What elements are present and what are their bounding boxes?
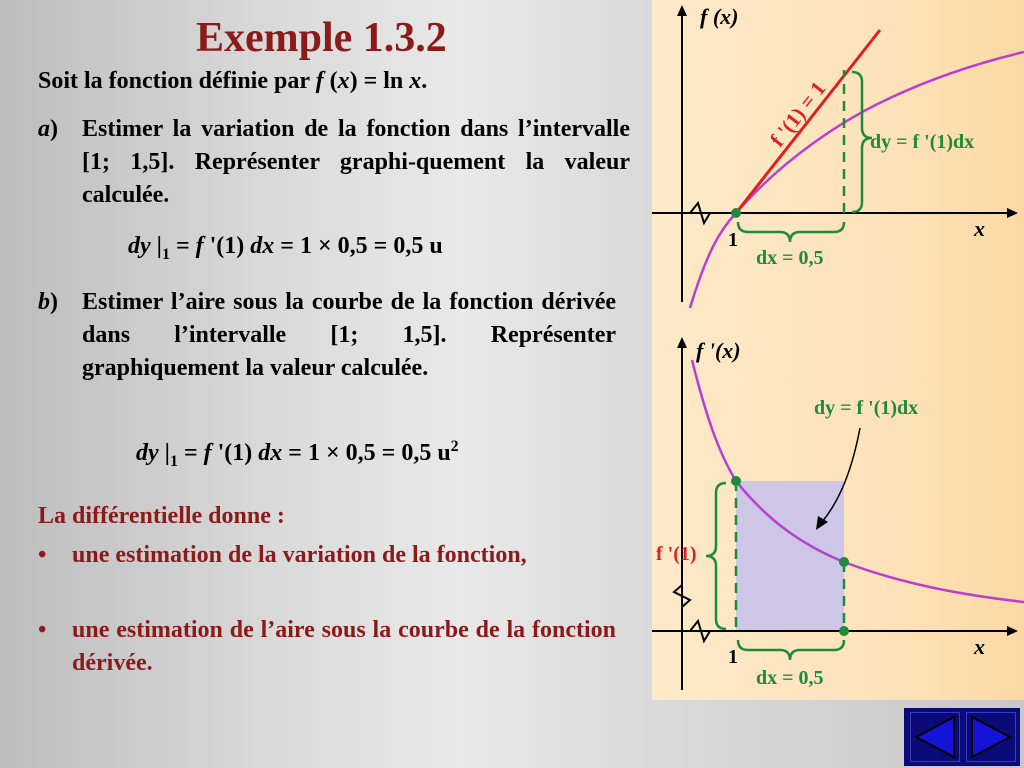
conclusion-bullet-1 <box>38 539 616 609</box>
triangle-left-icon <box>910 712 960 762</box>
top-dx-label: dx = 0,5 <box>756 247 824 269</box>
bottom-tick-1: 1 <box>728 646 738 668</box>
tangent-label: f '(1) = 1 <box>765 76 831 152</box>
top-tangent-line <box>736 30 880 213</box>
bottom-height-label: f '(1) <box>656 543 697 565</box>
bottom-x-arrow-icon <box>1007 626 1018 636</box>
bottom-point-curve <box>839 557 849 567</box>
bottom-y-arrow-icon <box>677 337 687 348</box>
slide-title: Exemple 1.3.2 <box>196 15 447 61</box>
bottom-dy-label: dy = f '(1)dx <box>814 397 919 419</box>
previous-slide-button[interactable] <box>910 712 960 762</box>
bottom-point-axis <box>839 626 849 636</box>
bottom-x-axis-label: x <box>974 634 985 659</box>
top-graph <box>652 4 1024 308</box>
bottom-dx-label: dx = 0,5 <box>756 667 824 689</box>
conclusion-heading: La différentielle donne : <box>38 503 285 529</box>
graph-svg <box>652 0 1024 700</box>
bullet-icon: • <box>38 617 47 643</box>
top-y-axis-label: f (x) <box>700 4 739 29</box>
item-a <box>38 113 630 213</box>
navigation-bar <box>904 708 1020 766</box>
top-dy-brace <box>852 72 872 212</box>
triangle-right-icon <box>966 712 1016 762</box>
item-a-label: a) <box>38 116 58 142</box>
graph-panel <box>652 0 1024 700</box>
top-tick-1: 1 <box>728 229 738 251</box>
conclusion-bullet-2 <box>38 614 616 684</box>
bottom-height-brace <box>706 483 726 629</box>
formula-b: dy $|_1 = f$ '(1) dx = 1 × 0,5 = 0,5 $u^2$ <box>136 438 459 470</box>
top-point-1 <box>731 208 741 218</box>
top-dy-label: dy = f '(1)dx <box>870 131 975 153</box>
item-b-text: Estimer l’aire sous la courbe de la fonction dérivée dans l’intervalle [1; 1,5]. Représenter graphiquement la valeur calculée. <box>82 289 616 381</box>
item-b <box>38 286 616 421</box>
top-ln-curve <box>690 52 1024 308</box>
top-x-arrow-icon <box>1007 208 1018 218</box>
bullet-icon: • <box>38 542 47 568</box>
bullet-text: une estimation de l’aire sous la courbe de la fonction dérivée. <box>72 617 616 676</box>
next-slide-button[interactable] <box>966 712 1016 762</box>
top-y-arrow-icon <box>677 5 687 16</box>
item-a-text: Estimer la variation de la fonction dans l’intervalle [1; 1,5]. Représenter graphi-quement la valeur calculée. <box>82 116 630 208</box>
bottom-dx-brace <box>738 640 844 660</box>
formula-a: dy $|_1 = f$ '(1) dx = 1 × 0,5 = 0,5 u <box>128 233 443 263</box>
bottom-y-axis-label: f '(x) <box>696 338 741 363</box>
top-dx-brace <box>738 222 844 242</box>
intro-statement: Soit la fonction définie par f (x) = ln x. <box>38 68 428 94</box>
bullet-text: une estimation de la variation de la fonction, <box>72 542 527 568</box>
item-b-label: b) <box>38 289 58 315</box>
bottom-graph <box>652 337 1024 690</box>
top-x-axis-label: x <box>974 216 985 241</box>
bottom-point-top-left <box>731 476 741 486</box>
